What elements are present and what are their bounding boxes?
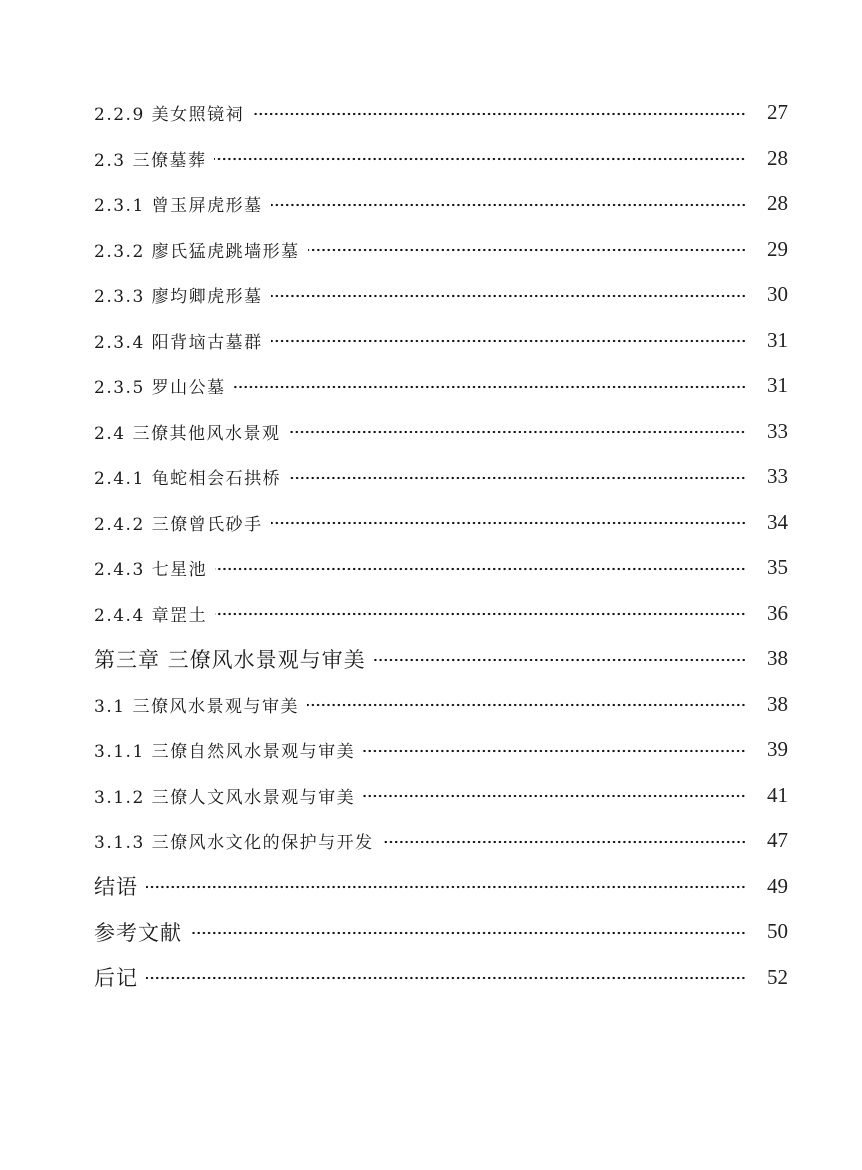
toc-entry-title: 2.4.4 章罡土 bbox=[94, 605, 208, 626]
toc-page-number: 47 bbox=[767, 828, 788, 853]
dot-leader bbox=[146, 885, 746, 889]
toc-entry[interactable] bbox=[94, 682, 788, 728]
toc-page-number: 34 bbox=[767, 509, 788, 534]
dot-leader bbox=[146, 976, 746, 980]
dot-leader bbox=[271, 294, 746, 298]
toc-page-number: 36 bbox=[767, 600, 788, 625]
toc-entry-title: 3.1 三僚风水景观与审美 bbox=[94, 696, 299, 717]
toc-chapter-title: 第三章 三僚风水景观与审美 bbox=[94, 647, 366, 672]
dot-leader bbox=[214, 157, 746, 161]
dot-leader bbox=[252, 112, 746, 116]
dot-leader bbox=[382, 840, 746, 844]
toc-page-number: 41 bbox=[767, 782, 788, 807]
toc-entry-title: 2.4 三僚其他风水景观 bbox=[94, 423, 281, 444]
dot-leader bbox=[308, 248, 746, 252]
toc-chapter-title: 参考文献 bbox=[94, 920, 182, 945]
toc-page-number: 31 bbox=[767, 327, 788, 352]
toc-entry-title: 3.1.1 三僚自然风水景观与审美 bbox=[94, 742, 356, 763]
toc-page-number: 33 bbox=[767, 418, 788, 443]
toc-entry[interactable] bbox=[94, 409, 788, 455]
toc-entry[interactable] bbox=[94, 773, 788, 819]
dot-leader bbox=[288, 430, 746, 434]
toc-entry[interactable] bbox=[94, 227, 788, 273]
toc-entry-title: 2.4.1 龟蛇相会石拱桥 bbox=[94, 469, 282, 490]
dot-leader bbox=[215, 567, 746, 571]
toc-page-number: 49 bbox=[767, 873, 788, 898]
toc-entry[interactable] bbox=[94, 136, 788, 182]
toc-page-number: 38 bbox=[767, 691, 788, 716]
dot-leader bbox=[363, 749, 746, 753]
toc-chapter-entry[interactable] bbox=[94, 864, 788, 910]
toc-entry-title: 2.3.3 廖均卿虎形墓 bbox=[94, 287, 263, 308]
dot-leader bbox=[234, 385, 746, 389]
toc-entry[interactable] bbox=[94, 727, 788, 773]
toc-entry-title: 2.2.9 美女照镜祠 bbox=[94, 105, 245, 126]
dot-leader bbox=[215, 612, 746, 616]
toc-page-number: 38 bbox=[767, 646, 788, 671]
toc-entry[interactable] bbox=[94, 500, 788, 546]
toc-page-number: 28 bbox=[767, 191, 788, 216]
toc-entry-title: 2.3.5 罗山公墓 bbox=[94, 378, 226, 399]
toc-entry-title: 2.3.2 廖氏猛虎跳墙形墓 bbox=[94, 241, 300, 262]
dot-leader bbox=[271, 203, 746, 207]
dot-leader bbox=[271, 521, 746, 525]
toc-entry[interactable] bbox=[94, 90, 788, 136]
toc-chapter-title: 结语 bbox=[94, 875, 138, 900]
toc-page-number: 52 bbox=[767, 964, 788, 989]
toc-page-number: 30 bbox=[767, 282, 788, 307]
toc-chapter-entry[interactable] bbox=[94, 636, 788, 682]
toc-page-number: 35 bbox=[767, 555, 788, 580]
toc-page-number: 29 bbox=[767, 236, 788, 261]
toc-chapter-title: 后记 bbox=[94, 966, 138, 991]
toc-page-number: 28 bbox=[767, 145, 788, 170]
toc-entry[interactable] bbox=[94, 318, 788, 364]
toc-entry-title: 2.3.4 阳背垴古墓群 bbox=[94, 332, 263, 353]
toc-entry[interactable] bbox=[94, 454, 788, 500]
toc-entry-title: 2.4.2 三僚曾氏砂手 bbox=[94, 514, 263, 535]
toc-page-number: 39 bbox=[767, 737, 788, 762]
dot-leader bbox=[271, 339, 746, 343]
toc-chapter-entry[interactable] bbox=[94, 955, 788, 1001]
dot-leader bbox=[363, 794, 746, 798]
toc-chapter-entry[interactable] bbox=[94, 909, 788, 955]
toc-entry[interactable] bbox=[94, 591, 788, 637]
toc-entry[interactable] bbox=[94, 545, 788, 591]
toc-entry-title: 3.1.3 三僚风水文化的保护与开发 bbox=[94, 833, 374, 854]
dot-leader bbox=[307, 703, 746, 707]
toc-entry-title: 2.4.3 七星池 bbox=[94, 560, 208, 581]
toc-entry-title: 2.3 三僚墓葬 bbox=[94, 150, 207, 171]
dot-leader bbox=[190, 931, 746, 935]
table-of-contents bbox=[94, 90, 788, 1000]
toc-entry[interactable] bbox=[94, 363, 788, 409]
toc-page-number: 33 bbox=[767, 464, 788, 489]
toc-page-number: 31 bbox=[767, 373, 788, 398]
toc-page-number: 50 bbox=[767, 919, 788, 944]
toc-entry[interactable] bbox=[94, 181, 788, 227]
toc-entry-title: 3.1.2 三僚人文风水景观与审美 bbox=[94, 787, 356, 808]
toc-entry[interactable] bbox=[94, 272, 788, 318]
toc-entry-title: 2.3.1 曾玉屏虎形墓 bbox=[94, 196, 263, 217]
dot-leader bbox=[374, 658, 746, 662]
toc-page-number: 27 bbox=[767, 100, 788, 125]
toc-entry[interactable] bbox=[94, 818, 788, 864]
dot-leader bbox=[289, 476, 746, 480]
